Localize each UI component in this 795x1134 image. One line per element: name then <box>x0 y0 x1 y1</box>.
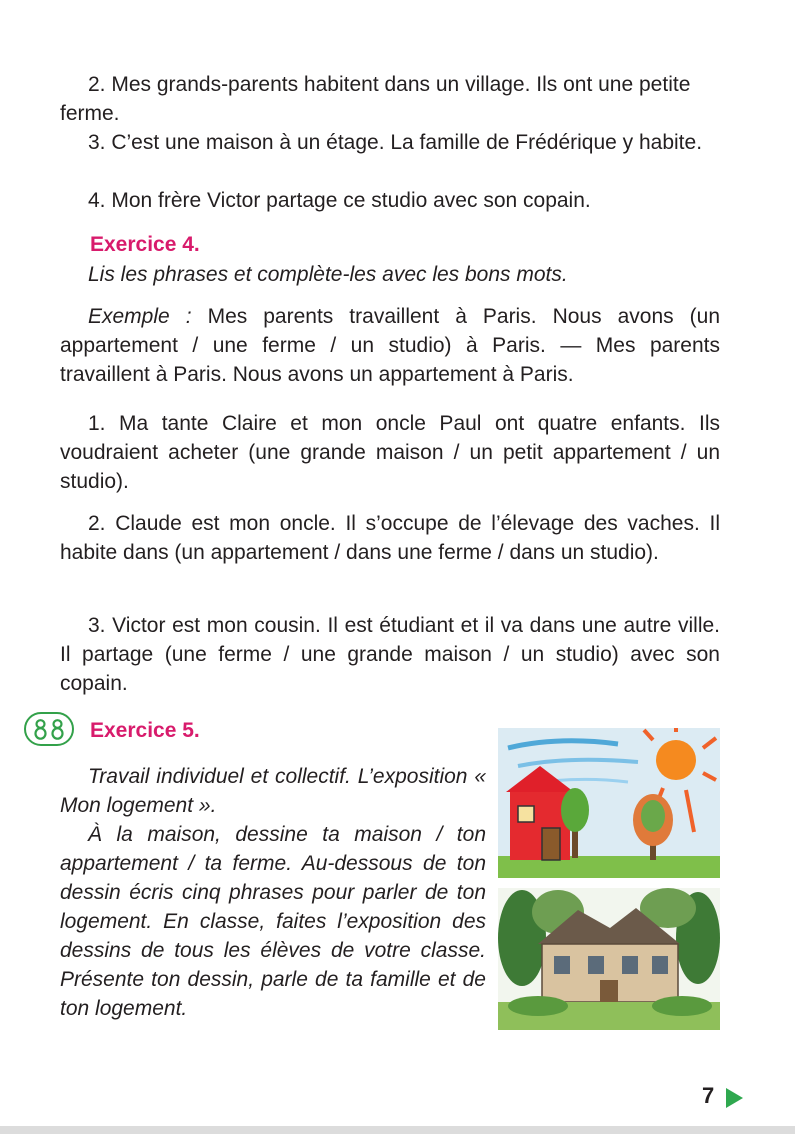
exercise-4-example <box>60 302 720 389</box>
exercise-4-item-2: 2. Claude est mon oncle. Il s’occupe de l’élevage des vaches. Il habite dans (un appartement / dans une ferme / dans un studio). <box>60 512 720 564</box>
exercise-4-item-3: 3. Victor est mon cousin. Il est étudiant et il va dans une autre ville. Il partage (une ferme / une grande maison / un studio) avec son copain. <box>60 614 720 695</box>
list-item-4: 4. Mon frère Victor partage ce studio avec son copain. <box>88 189 591 212</box>
example-text: Mes parents travaillent à Paris. Nous avons (un appartement / une ferme / un studio) à Paris. — Mes parents travaillent à Paris. Nous avons un appartement à Paris. <box>60 305 721 386</box>
exercise-5-paragraph-2: À la maison, dessine ta maison / ton appartement / ta ferme. Au-dessous de ton dessin écris cinq phrases pour parler de ton logement. En classe, faites l’exposition des dessins de tous les élèves de votre classe. Présente ton dessin, parle de ta famille et de ton logement. <box>60 823 486 1020</box>
example-label: Exemple : <box>88 305 192 328</box>
exercise-5-title: Exercice 5. <box>90 719 200 742</box>
exercise-5-paragraph-1: Travail individuel et collectif. L’exposition « Mon logement ». <box>60 765 486 817</box>
exercise-4-instruction: Lis les phrases et complète-les avec les bons mots. <box>88 263 568 286</box>
group-work-glyph <box>32 717 66 741</box>
mansion-picture <box>498 888 720 1030</box>
group-work-icon <box>24 712 74 746</box>
house-illustrations <box>498 728 720 1030</box>
page-number: 7 <box>702 1083 715 1108</box>
exercise-4-title: Exercice 4. <box>90 233 200 256</box>
next-page-arrow-icon <box>726 1088 743 1108</box>
list-item-3: 3. C’est une maison à un étage. La famille de Frédérique y habite. <box>88 131 703 154</box>
exercise-4-item-1: 1. Ma tante Claire et mon oncle Paul ont quatre enfants. Ils voudraient acheter (une grande maison / un petit appartement / un studio). <box>60 412 720 493</box>
list-item-2: 2. Mes grands-parents habitent dans un village. Ils ont une petite ferme. <box>60 73 691 125</box>
drawn-house-picture <box>498 728 720 878</box>
bottom-border <box>0 1126 795 1134</box>
